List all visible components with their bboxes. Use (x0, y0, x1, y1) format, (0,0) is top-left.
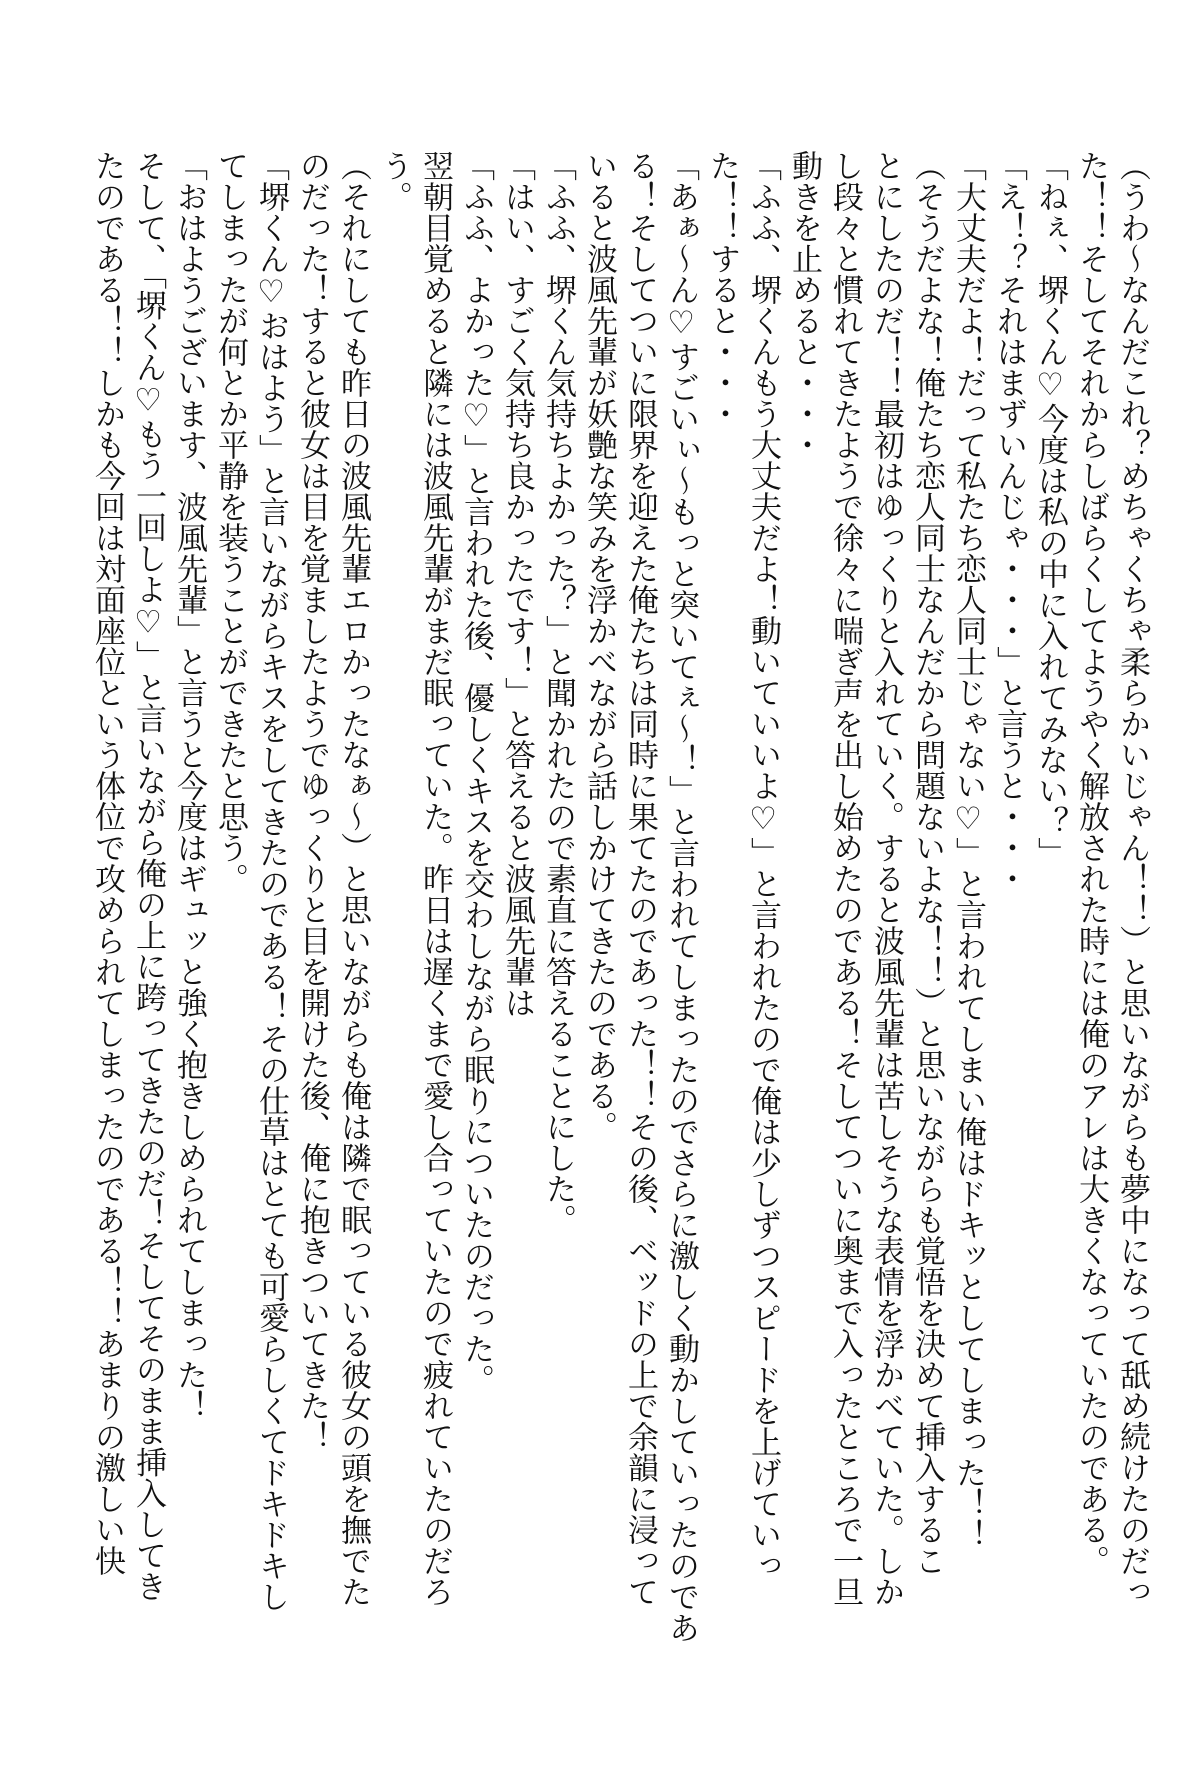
text-column: た！！すると・・・ (704, 150, 740, 429)
text-column: （それにしても昨日の波風先輩エロかったなぁ～）と思いながらも俺は隣で眠っている彼女の頭を撫でた (335, 150, 371, 1607)
text-column: 「大丈夫だよ！だって私たち恋人同士じゃない♡」と言われてしまい俺はドキッとしてしまった！！ (950, 150, 986, 1550)
text-column: た！！そしてそれからしばらくしてようやく解放された時には俺のアレは大きくなっていたのである。 (1073, 150, 1109, 1576)
text-column: 動きを止めると・・・ (786, 150, 822, 460)
text-column: し段々と慣れてきたようで徐々に喘ぎ声を出し始めたのである！そしてついに奥まで入ったところで一旦 (827, 150, 863, 1607)
text-column: 「堺くん♡おはよう」と言いながらキスをしてきたのである！その仕草はとても可愛らしくてドキドキし (253, 150, 289, 1612)
text-column: いると波風先輩が妖艶な笑みを浮かべながら話しかけてきたのである。 (581, 150, 617, 1142)
text-column: （そうだよな！俺たち恋人同士なんだから問題ないよな！！）と思いながらも覚悟を決めて挿入するこ (909, 150, 945, 1576)
text-column: とにしたのだ！！最初はゆっくりと入れていく。すると波風先輩は苦しそうな表情を浮かべていた。しか (868, 150, 904, 1607)
text-column: そして、「堺くん♡もう一回しよ♡」と言いながら俺の上に跨ってきたのだ！そしてそのまま挿入してき (130, 150, 166, 1602)
text-column: る！そしてついに限界を迎えた俺たちは同時に果てたのであった！！その後、ベッドの上で余韻に浸って (622, 150, 658, 1607)
text-column: 「あぁ～ん♡すごいぃ～もっと突いてぇ～！」と言われてしまったのでさらに激しく動かしていったのであ (663, 150, 699, 1643)
text-column: う。 (376, 150, 412, 212)
vertical-text-page (86, 150, 1152, 1650)
text-column: 「ねぇ、堺くん♡今度は私の中に入れてみない？」 (1032, 150, 1068, 868)
text-column: たのである！！しかも今回は対面座位という体位で攻められてしまったのである！！あまりの激しい快 (89, 150, 125, 1576)
text-column: 「おはようございます、波風先輩」と言うと今度はギュッと強く抱きしめられてしまった！ (171, 150, 207, 1421)
text-column: （うわ～なんだこれ？めちゃくちゃ柔らかいじゃん！！）と思いながらも夢中になって舐め続けたのだっ (1114, 150, 1150, 1607)
text-column: 「ふふ、堺くん気持ちよかった？」と聞かれたので素直に答えることにした。 (540, 150, 576, 1235)
text-column: 翌朝目覚めると隣には波風先輩がまだ眠っていた。昨日は遅くまで愛し合っていたので疲れていたのだろ (417, 150, 453, 1607)
text-column: てしまったが何とか平静を装うことができたと思う。 (212, 150, 248, 894)
text-column: のだった！すると彼女は目を覚ましたようでゆっくりと目を開けた後、俺に抱きついてきた！ (294, 150, 330, 1452)
text-column: 「ふふ、よかった♡」と言われた後、優しくキスを交わしながら眠りについたのだった。 (458, 150, 494, 1395)
text-column: 「はい、すごく気持ち良かったです！」と答えると波風先輩は (499, 150, 535, 1018)
text-column: 「え！？それはまずいんじゃ・・・」と言うと・・・ (991, 150, 1027, 894)
text-column: 「ふふ、堺くんもう大丈夫だよ！動いていいよ♡」と言われたので俺は少しずつスピードを上げていっ (745, 150, 781, 1581)
